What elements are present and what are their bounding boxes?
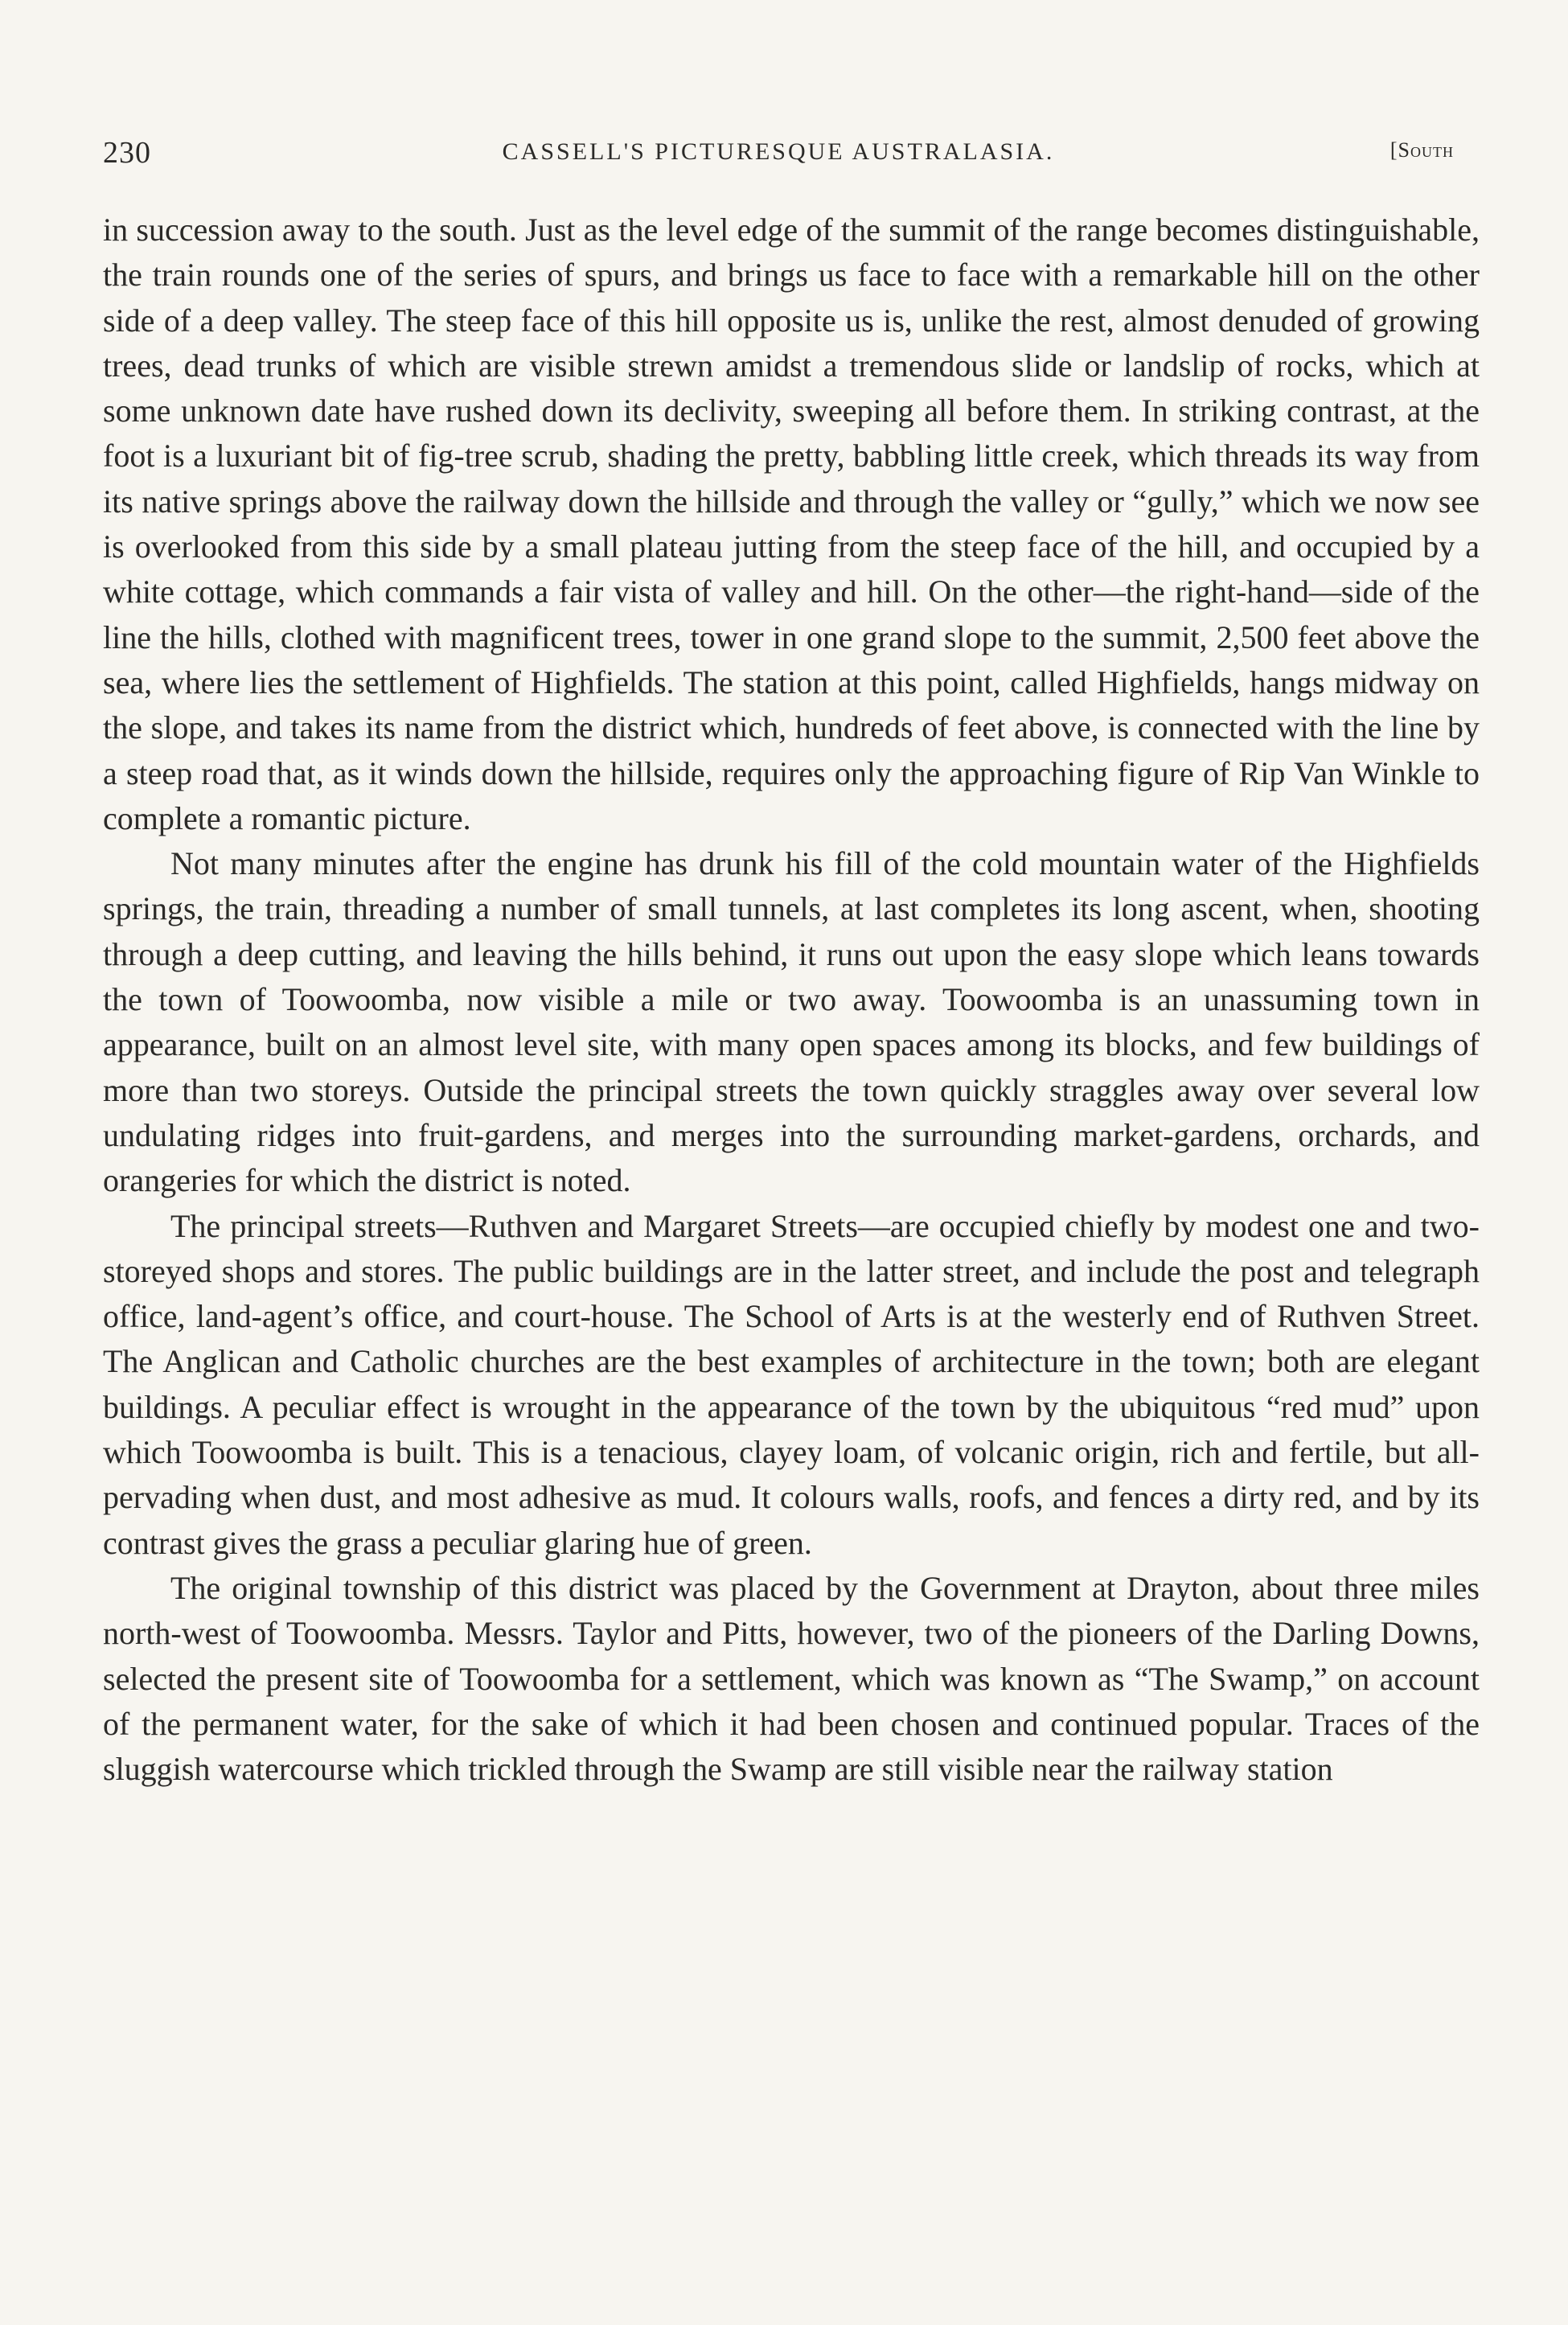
body-text xyxy=(103,207,1480,1792)
section-label: [South xyxy=(1389,138,1454,162)
paragraph-4: The original township of this district was placed by the Government at Drayton, about three miles north-west of Toowoomba. Messrs. Taylor and Pitts, however, two of the pioneers of the Darling Downs, selected the present site of Toowoomba for a settlement, which was known as “The Swamp,” on account of the permanent water, for the sake of which it had been chosen and continued popular. Traces of the sluggish watercourse which trickled through the Swamp are still visible near the railway station xyxy=(103,1569,1480,1788)
running-title: CASSELL'S PICTURESQUE AUSTRALASIA. xyxy=(502,138,1055,165)
paragraph-2: Not many minutes after the engine has drunk his fill of the cold mountain water of the Highfields springs, the train, threading a number of small tunnels, at last completes its long ascent, when, shooting through a deep cutting, and leaving the hills behind, it runs out upon the easy slope which leans towards the town of Toowoomba, now visible a mile or two away. Toowoomba is an unassuming town in appearance, built on an almost level site, with many open spaces among its blocks, and few buildings of more than two storeys. Outside the principal streets the town quickly straggles away over several low undulating ridges into fruit-gardens, and merges into the surrounding market-gardens, orchards, and orangeries for which the district is noted. xyxy=(103,845,1480,1199)
page-number: 230 xyxy=(103,136,151,170)
page-header xyxy=(103,135,1454,175)
paragraph-3: The principal streets—Ruthven and Margaret Streets—are occupied chiefly by modest one and two-storeyed shops and stores. The public buildings are in the latter street, and include the post and telegraph office, land-agent’s office, and court-house. The School of Arts is at the westerly end of Ruthven Street. The Anglican and Catholic churches are the best examples of architecture in the town; both are elegant buildings. A peculiar effect is wrought in the appearance of the town by the ubiquitous “red mud” upon which Toowoomba is built. This is a tenacious, clayey loam, of volcanic origin, rich and fertile, but all-pervading when dust, and most adhesive as mud. It colours walls, roofs, and fences a dirty red, and by its contrast gives the grass a peculiar glaring hue of green. xyxy=(103,1207,1480,1561)
paragraph-1: in succession away to the south. Just as the level edge of the summit of the range becomes distinguishable, the train rounds one of the series of spurs, and brings us face to face with a remarkable hill on the other side of a deep valley. The steep face of this hill opposite us is, unlike the rest, almost denuded of growing trees, dead trunks of which are visible strewn amidst a tremendous slide or landslip of rocks, which at some unknown date have rushed down its declivity, sweeping all before them. In striking contrast, at the foot is a luxuriant bit of fig-tree scrub, shading the pretty, babbling little creek, which threads its way from its native springs above the railway down the hillside and through the valley or “gully,” which we now see is overlooked from this side by a small plateau jutting from the steep face of the hill, and occupied by a white cottage, which commands a fair vista of valley and hill. On the other—the right-hand—side of the line the hills, clothed with magnificent trees, tower in one grand slope to the summit, 2,500 feet above the sea, where lies the settlement of Highfields. The station at this point, called Highfields, hangs midway on the slope, and takes its name from the district which, hundreds of feet above, is connected with the line by a steep road that, as it winds down the hillside, requires only the approaching figure of Rip Van Winkle to complete a romantic picture. xyxy=(103,212,1480,836)
